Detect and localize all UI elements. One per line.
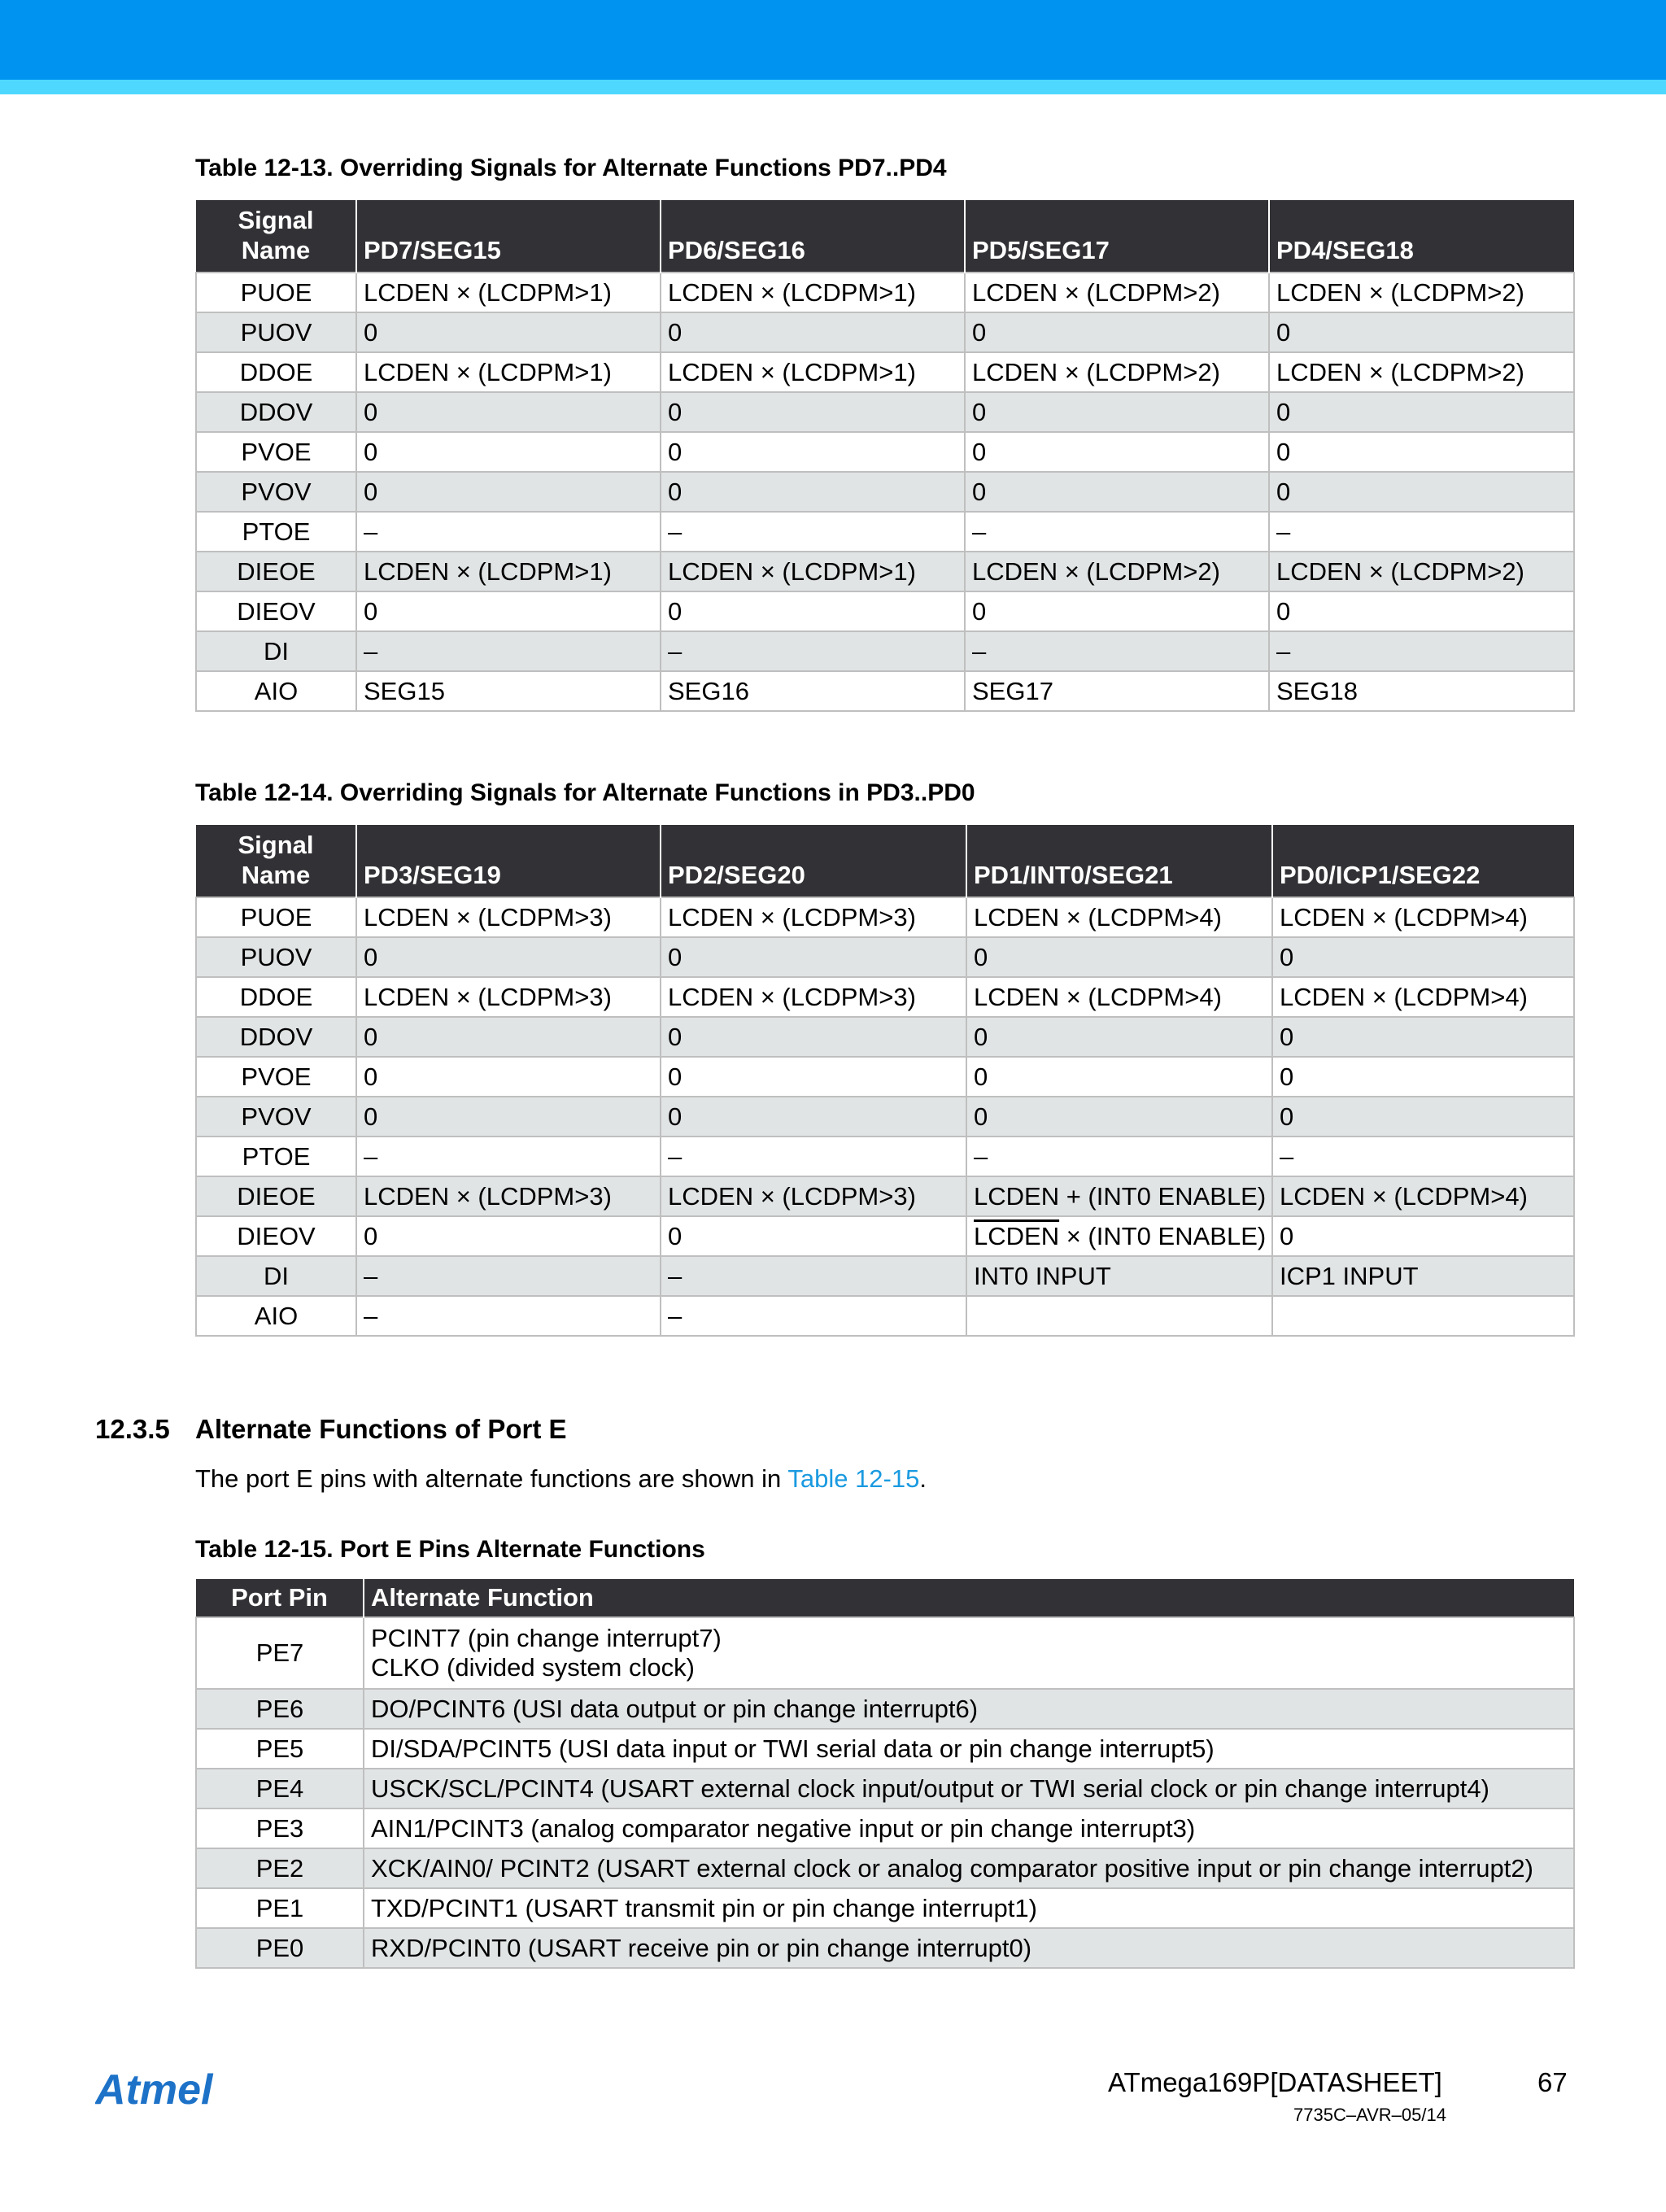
table-cell: LCDEN × (LCDPM>1) (356, 552, 661, 591)
table-cell: 0 (661, 312, 965, 352)
signal-cell: AIO (196, 1296, 356, 1336)
table-cell: 0 (661, 937, 966, 977)
signal-cell: DDOE (196, 977, 356, 1017)
table-cell: – (661, 1256, 966, 1296)
table-12-14 (195, 825, 1575, 1337)
signal-cell: PTOE (196, 512, 356, 552)
intro-text: The port E pins with alternate functions are shown in (195, 1464, 788, 1493)
function-line: PCINT7 (pin change interrupt7) (371, 1624, 722, 1653)
signal-cell: PVOV (196, 472, 356, 512)
table-cell: 0 (965, 591, 1269, 631)
section-intro (195, 1464, 927, 1494)
table-cell: 0 (356, 1057, 661, 1097)
signal-cell: PVOE (196, 1057, 356, 1097)
table-cell: 0 (1269, 432, 1574, 472)
table-cell: LCDEN × (LCDPM>3) (661, 1176, 966, 1216)
port-pin-cell: PE7 (196, 1617, 364, 1689)
function-cell: RXD/PCINT0 (USART receive pin or pin change interrupt0) (364, 1928, 1574, 1968)
column-header: PD1/INT0/SEG21 (966, 825, 1272, 897)
table-row (196, 1216, 1574, 1256)
table-12-14-caption: Table 12-14. Overriding Signals for Alternate Functions in PD3..PD0 (195, 779, 975, 806)
table-row (196, 1097, 1574, 1137)
signal-cell: DIEOV (196, 1216, 356, 1256)
table-cell: 0 (661, 1216, 966, 1256)
table-cell: 0 (356, 432, 661, 472)
port-pin-cell: PE1 (196, 1888, 364, 1928)
section-title: Alternate Functions of Port E (195, 1414, 567, 1444)
table-cell: LCDEN + (INT0 ENABLE) (966, 1176, 1272, 1216)
column-header: PD3/SEG19 (356, 825, 661, 897)
table-cell: 0 (356, 472, 661, 512)
table-row (196, 273, 1574, 312)
signal-cell: PUOV (196, 312, 356, 352)
table-row (196, 671, 1574, 711)
table-row (196, 937, 1574, 977)
table-cell: 0 (661, 1057, 966, 1097)
table-cell: LCDEN × (LCDPM>1) (661, 352, 965, 392)
table-cell: LCDEN × (LCDPM>2) (1269, 352, 1574, 392)
column-header: PD4/SEG18 (1269, 200, 1574, 273)
table-cell: 0 (356, 937, 661, 977)
table-row (196, 352, 1574, 392)
table-12-13 (195, 200, 1575, 712)
table-row (196, 1848, 1574, 1888)
table-cell: – (661, 512, 965, 552)
table-row (196, 1296, 1574, 1336)
table-cell: SEG18 (1269, 671, 1574, 711)
table-row (196, 472, 1574, 512)
table-cell: LCDEN × (LCDPM>2) (965, 552, 1269, 591)
table-cell: 0 (661, 1017, 966, 1057)
table-cell: 0 (661, 1097, 966, 1137)
table-row (196, 977, 1574, 1017)
table-cell: 0 (1272, 1216, 1574, 1256)
table-row (196, 1256, 1574, 1296)
table-cell: 0 (966, 937, 1272, 977)
signal-cell: DIEOE (196, 1176, 356, 1216)
table-cell: LCDEN × (LCDPM>1) (356, 352, 661, 392)
table-cell: 0 (356, 1097, 661, 1137)
port-pin-cell: PE3 (196, 1808, 364, 1848)
table-cell: LCDEN × (LCDPM>4) (1272, 1176, 1574, 1216)
table-cell: – (356, 631, 661, 671)
signal-cell: PVOV (196, 1097, 356, 1137)
port-pin-cell: PE2 (196, 1848, 364, 1888)
signal-cell: DIEOV (196, 591, 356, 631)
table-row (196, 897, 1574, 937)
table-header-row (196, 825, 1574, 897)
table-cell: LCDEN × (LCDPM>4) (1272, 977, 1574, 1017)
table-cell (1272, 1296, 1574, 1336)
table-cell: 0 (966, 1057, 1272, 1097)
table-row (196, 432, 1574, 472)
table-row (196, 1729, 1574, 1769)
table-cell: LCDEN × (LCDPM>3) (661, 977, 966, 1017)
table-cell: 0 (965, 472, 1269, 512)
port-pin-cell: PE6 (196, 1689, 364, 1729)
table-cell: SEG17 (965, 671, 1269, 711)
table-cell: 0 (661, 591, 965, 631)
footer-document-title: ATmega169P[DATASHEET] (1108, 2067, 1442, 2097)
column-header-signal-name: Signal Name (196, 825, 356, 897)
atmel-logo-text: Atmel (95, 2068, 213, 2114)
column-header-signal-name: Signal Name (196, 200, 356, 273)
column-header: PD7/SEG15 (356, 200, 661, 273)
table-cell: 0 (661, 472, 965, 512)
footer-document-code: 7735C–AVR–05/14 (1293, 2105, 1446, 2125)
table-cell: – (356, 1256, 661, 1296)
table-row (196, 1057, 1574, 1097)
table-cell: – (356, 1137, 661, 1176)
table-cell: LCDEN × (LCDPM>3) (356, 977, 661, 1017)
table-row (196, 1888, 1574, 1928)
function-cell: USCK/SCL/PCINT4 (USART external clock input/output or TWI serial clock or pin change interrupt4) (364, 1769, 1574, 1808)
table-row (196, 512, 1574, 552)
table-row (196, 631, 1574, 671)
table-cell: LCDEN × (LCDPM>2) (1269, 273, 1574, 312)
page-number: 67 (1537, 2067, 1568, 2097)
table-row (196, 552, 1574, 591)
signal-cell: DDOV (196, 1017, 356, 1057)
function-cell: DO/PCINT6 (USI data output or pin change interrupt6) (364, 1689, 1574, 1729)
table-cell: – (356, 1296, 661, 1336)
table-cell: 0 (1269, 392, 1574, 432)
table-row (196, 1176, 1574, 1216)
table-cell: – (1269, 512, 1574, 552)
column-header: PD6/SEG16 (661, 200, 965, 273)
signal-cell: PUOE (196, 273, 356, 312)
table-cell: 0 (356, 591, 661, 631)
table-cell: 0 (965, 312, 1269, 352)
table-cell: LCDEN × (LCDPM>3) (356, 897, 661, 937)
section-number: 12.3.5 (95, 1414, 170, 1444)
atmel-logo (95, 2068, 250, 2114)
function-cell: AIN1/PCINT3 (analog comparator negative input or pin change interrupt3) (364, 1808, 1574, 1848)
table-cell: LCDEN × (LCDPM>4) (966, 897, 1272, 937)
table-cell: ICP1 INPUT (1272, 1256, 1574, 1296)
table-cell: 0 (1272, 1017, 1574, 1057)
table-cell: LCDEN × (LCDPM>1) (661, 273, 965, 312)
table-cell: – (1269, 631, 1574, 671)
table-12-15 (195, 1579, 1575, 1969)
table-cell: LCDEN × (LCDPM>4) (1272, 897, 1574, 937)
signal-cell: DDOV (196, 392, 356, 432)
function-cell (364, 1617, 1574, 1689)
table-cell: LCDEN × (LCDPM>2) (1269, 552, 1574, 591)
table-cell (966, 1296, 1272, 1336)
table-cell: 0 (1272, 937, 1574, 977)
table-row (196, 1617, 1574, 1689)
table-row (196, 1808, 1574, 1848)
column-header-alternate-function: Alternate Function (364, 1579, 1574, 1617)
signal-cell: PUOE (196, 897, 356, 937)
column-header-port-pin: Port Pin (196, 1579, 364, 1617)
table-cell: LCDEN × (LCDPM>2) (965, 273, 1269, 312)
table-12-15-link[interactable]: Table 12-15 (787, 1464, 920, 1493)
table-cell: – (965, 631, 1269, 671)
function-cell: TXD/PCINT1 (USART transmit pin or pin change interrupt1) (364, 1888, 1574, 1928)
intro-end: . (919, 1464, 927, 1493)
function-line: CLKO (divided system clock) (371, 1653, 695, 1682)
signal-cell: PTOE (196, 1137, 356, 1176)
table-cell: 0 (1272, 1057, 1574, 1097)
function-cell: XCK/AIN0/ PCINT2 (USART external clock or analog comparator positive input or pin change interrupt2) (364, 1848, 1574, 1888)
table-cell: LCDEN × (LCDPM>3) (661, 897, 966, 937)
port-pin-cell: PE4 (196, 1769, 364, 1808)
table-cell: LCDEN × (LCDPM>1) (356, 273, 661, 312)
table-cell: LCDEN × (LCDPM>4) (966, 977, 1272, 1017)
table-cell: 0 (965, 392, 1269, 432)
table-row (196, 1689, 1574, 1729)
table-row (196, 1137, 1574, 1176)
table-cell: 0 (661, 392, 965, 432)
table-row (196, 1017, 1574, 1057)
function-cell: DI/SDA/PCINT5 (USI data input or TWI serial data or pin change interrupt5) (364, 1729, 1574, 1769)
table-cell: – (1272, 1137, 1574, 1176)
table-cell: SEG16 (661, 671, 965, 711)
port-pin-cell: PE5 (196, 1729, 364, 1769)
column-header: PD5/SEG17 (965, 200, 1269, 273)
overlined-term: LCDEN (974, 1222, 1060, 1251)
table-cell: 0 (1272, 1097, 1574, 1137)
table-cell: 0 (356, 392, 661, 432)
header-band (0, 0, 1666, 80)
table-cell: LCDEN × (LCDPM>1) (661, 552, 965, 591)
table-cell: 0 (1269, 472, 1574, 512)
table-cell: 0 (966, 1017, 1272, 1057)
table-cell: 0 (356, 1216, 661, 1256)
table-row (196, 312, 1574, 352)
signal-cell: DI (196, 631, 356, 671)
column-header: PD0/ICP1/SEG22 (1272, 825, 1574, 897)
header-stripe (0, 80, 1666, 94)
table-row (196, 392, 1574, 432)
table-header-row (196, 1579, 1574, 1617)
table-cell: – (966, 1137, 1272, 1176)
signal-cell: DIEOE (196, 552, 356, 591)
table-row (196, 1769, 1574, 1808)
signal-cell: DDOE (196, 352, 356, 392)
table-cell: 0 (1269, 312, 1574, 352)
table-row (196, 1928, 1574, 1968)
signal-cell: AIO (196, 671, 356, 711)
signal-cell: PVOE (196, 432, 356, 472)
table-cell: LCDEN × (LCDPM>2) (965, 352, 1269, 392)
table-cell: SEG15 (356, 671, 661, 711)
table-row (196, 591, 1574, 631)
table-cell: 0 (966, 1097, 1272, 1137)
table-cell-overline-expression: LCDEN × (INT0 ENABLE) (966, 1216, 1272, 1256)
table-cell: 0 (965, 432, 1269, 472)
table-cell: – (661, 1137, 966, 1176)
table-cell: 0 (356, 1017, 661, 1057)
table-cell: 0 (661, 432, 965, 472)
table-cell: – (356, 512, 661, 552)
table-cell: LCDEN × (LCDPM>3) (356, 1176, 661, 1216)
table-cell: – (661, 631, 965, 671)
table-cell: – (661, 1296, 966, 1336)
table-12-15-caption: Table 12-15. Port E Pins Alternate Functions (195, 1536, 705, 1563)
signal-cell: DI (196, 1256, 356, 1296)
table-cell: INT0 INPUT (966, 1256, 1272, 1296)
column-header: PD2/SEG20 (661, 825, 966, 897)
port-pin-cell: PE0 (196, 1928, 364, 1968)
table-cell: 0 (356, 312, 661, 352)
signal-cell: PUOV (196, 937, 356, 977)
table-header-row (196, 200, 1574, 273)
table-cell: – (965, 512, 1269, 552)
table-cell: 0 (1269, 591, 1574, 631)
table-12-13-caption: Table 12-13. Overriding Signals for Alternate Functions PD7..PD4 (195, 155, 947, 181)
